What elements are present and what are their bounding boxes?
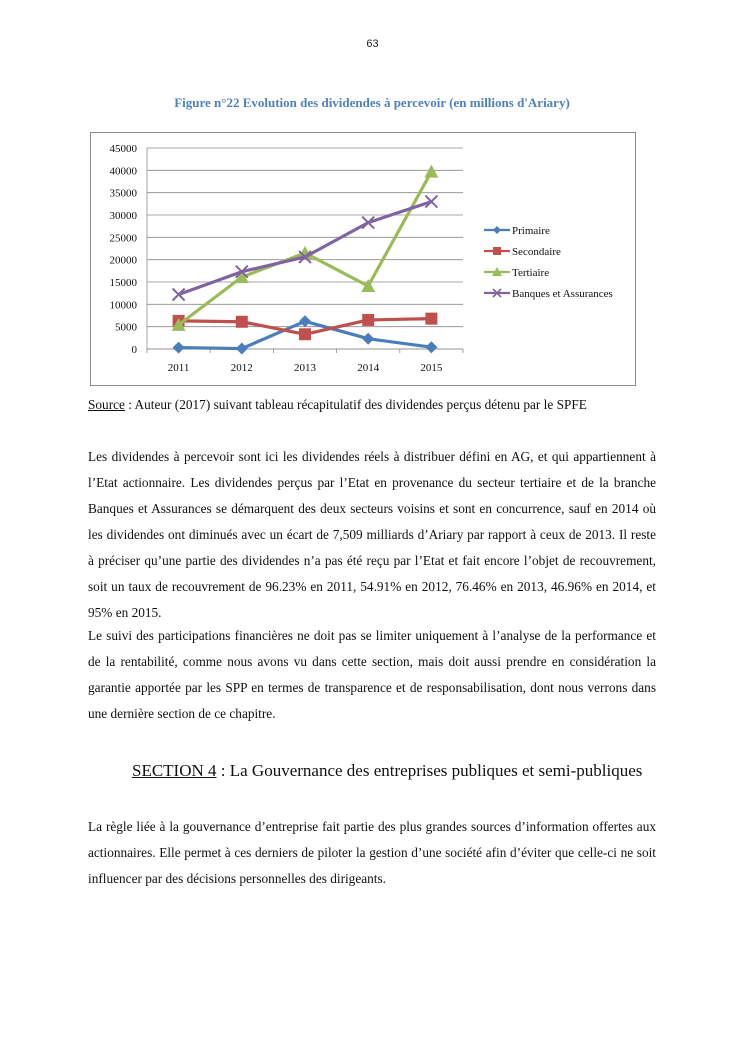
section-title: : La Gouvernance des entreprises publiques et semi-publiques bbox=[216, 761, 643, 780]
data-point bbox=[424, 165, 438, 178]
y-tick-label: 20000 bbox=[109, 254, 137, 267]
y-tick-label: 25000 bbox=[109, 232, 137, 245]
legend-marker bbox=[493, 247, 501, 255]
legend-marker bbox=[493, 226, 501, 234]
y-tick-label: 45000 bbox=[109, 143, 137, 155]
legend-label: Tertiaire bbox=[512, 267, 550, 279]
data-point bbox=[425, 313, 437, 325]
page-number: 63 bbox=[366, 38, 379, 50]
figure-source bbox=[88, 397, 668, 413]
y-tick-label: 10000 bbox=[109, 299, 137, 312]
y-tick-label: 0 bbox=[131, 344, 137, 356]
chart-container bbox=[90, 132, 636, 386]
x-tick-label: 2014 bbox=[357, 362, 380, 374]
paragraph-dividendes: Les dividendes à percevoir sont ici les dividendes réels à distribuer défini en AG, et qui appartiennent à l’Etat actionnaire. Les dividendes perçus par l’Etat en provenance du secteur tertiaire et de la branche Banques et Assurances se démarquent des deux secteurs voisins et sont en concurrence, sauf en 2014 où les dividendes ont diminués avec un écart de 7,509 milliards d’Ariary par rapport à ceux de 2013. Il reste à préciser qu’une partie des dividendes n’a pas été reçu par l’Etat et fait encore l’objet de recouvrement, soit un taux de recouvrement de 96.23% en 2011, 54.91% en 2012, 76.46% en 2013, 46.96% en 2014, et 95% en 2015. bbox=[88, 449, 656, 620]
y-tick-label: 30000 bbox=[109, 210, 137, 222]
x-tick-label: 2011 bbox=[167, 362, 190, 374]
data-point bbox=[362, 314, 374, 326]
legend-label: Banques et Assurances bbox=[512, 288, 613, 300]
section-number: SECTION 4 bbox=[132, 761, 217, 780]
x-tick-label: 2012 bbox=[230, 362, 253, 374]
data-point bbox=[173, 342, 185, 354]
data-point bbox=[361, 279, 375, 292]
y-tick-label: 40000 bbox=[109, 165, 137, 178]
y-tick-label: 15000 bbox=[109, 277, 137, 289]
data-point bbox=[236, 343, 248, 355]
figure-caption: Figure n°22 Evolution des dividendes à percevoir (en millions d'Ariary) bbox=[174, 95, 570, 110]
legend-label: Secondaire bbox=[512, 246, 561, 258]
line-chart bbox=[91, 133, 637, 387]
legend-label: Primaire bbox=[512, 225, 550, 237]
data-point bbox=[236, 316, 248, 328]
data-point bbox=[299, 328, 311, 340]
data-point bbox=[362, 333, 374, 345]
paragraph-suivi: Le suivi des participations financières ne doit pas se limiter uniquement à l’analyse de la performance et de la rentabilité, comme nous avons vu dans cette section, mais doit aussi prendre en considération la garantie apportée par les SPP en termes de transparence et de responsabilisation, dont nous verrons dans une dernière section de ce chapitre. bbox=[88, 628, 656, 721]
x-tick-label: 2015 bbox=[420, 362, 443, 374]
x-tick-label: 2013 bbox=[294, 362, 316, 374]
data-point bbox=[299, 315, 311, 327]
y-tick-label: 35000 bbox=[109, 187, 137, 200]
section-heading bbox=[88, 757, 656, 785]
source-text: : Auteur (2017) suivant tableau récapitulatif des dividendes perçus détenu par le SPFE bbox=[124, 397, 587, 412]
data-point bbox=[425, 341, 437, 353]
source-label: Source bbox=[88, 397, 125, 412]
paragraph-gouvernance: La règle liée à la gouvernance d’entreprise fait partie des plus grandes sources d’information offertes aux actionnaires. Elle permet à ces derniers de piloter la gestion d’une société afin d’éviter que celle-ci ne soit influencer par des décisions personnelles des dirigeants. bbox=[88, 819, 656, 886]
y-tick-label: 5000 bbox=[115, 321, 137, 334]
